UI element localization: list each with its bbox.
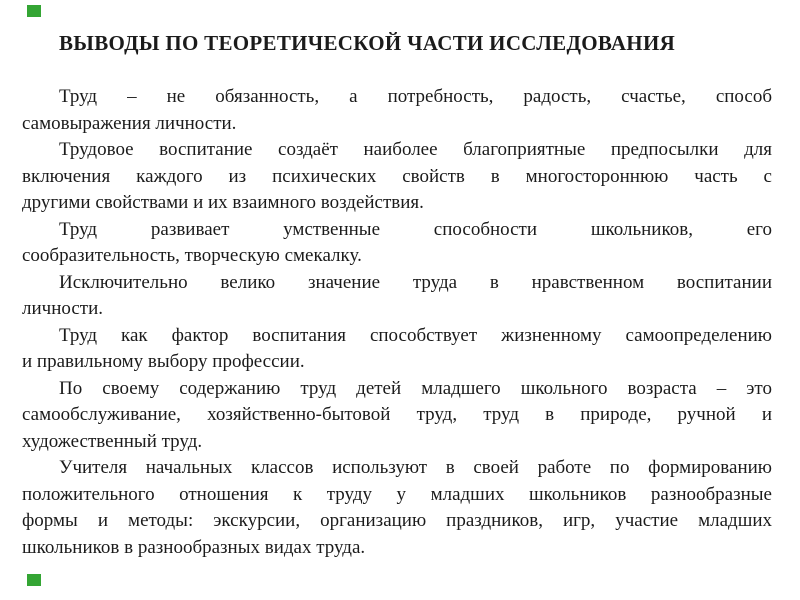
paragraph: [22, 270, 772, 323]
text-line: самовыражения личности.: [22, 112, 237, 134]
body-paragraphs: [22, 84, 772, 561]
text-line: формы и методы: экскурсии, организацию праздников, игр, участие младших: [22, 510, 772, 531]
green-corner-square-top-left: [27, 5, 41, 17]
green-corner-square-bottom-left: [27, 574, 41, 586]
text-line: включения каждого из психических свойств в многостороннюю часть с: [22, 165, 772, 187]
text-line: Трудовое воспитание создаёт наиболее благоприятные предпосылки для: [59, 139, 772, 160]
text-line: Труд развивает умственные способности школьников, его: [59, 218, 772, 240]
text-line: другими свойствами и их взаимного воздействия.: [22, 192, 424, 213]
paragraph: [22, 84, 772, 137]
text-line: Труд – не обязанность, а потребность, радость, счастье, способ: [59, 86, 772, 107]
paragraph: [22, 376, 772, 456]
paragraph: [22, 323, 772, 376]
text-line: художественный труд.: [22, 430, 203, 452]
text-line: самообслуживание, хозяйственно-бытовой труд, труд в природе, ручной и: [22, 404, 772, 425]
paragraph: [22, 217, 772, 270]
slide-content: [22, 30, 772, 561]
text-line: сообразительность, творческую смекалку.: [22, 245, 362, 266]
paragraph: [22, 137, 772, 217]
text-line: личности.: [22, 298, 104, 319]
text-line: положительного отношения к труду у младших школьников разнообразные: [22, 483, 772, 505]
text-line: Учителя начальных классов используют в своей работе по формированию: [59, 457, 772, 478]
paragraph: [22, 455, 772, 561]
text-line: Труд как фактор воспитания способствует жизненному самоопределению: [59, 324, 772, 346]
text-line: школьников в разнообразных видах труда.: [22, 536, 366, 558]
text-line: и правильному выбору профессии.: [22, 351, 305, 372]
slide-title: ВЫВОДЫ ПО ТЕОРЕТИЧЕСКОЙ ЧАСТИ ИССЛЕДОВАНИЯ: [59, 31, 676, 55]
text-line: По своему содержанию труд детей младшего школьного возраста – это: [59, 377, 772, 399]
text-line: Исключительно велико значение труда в нравственном воспитании: [59, 271, 772, 293]
